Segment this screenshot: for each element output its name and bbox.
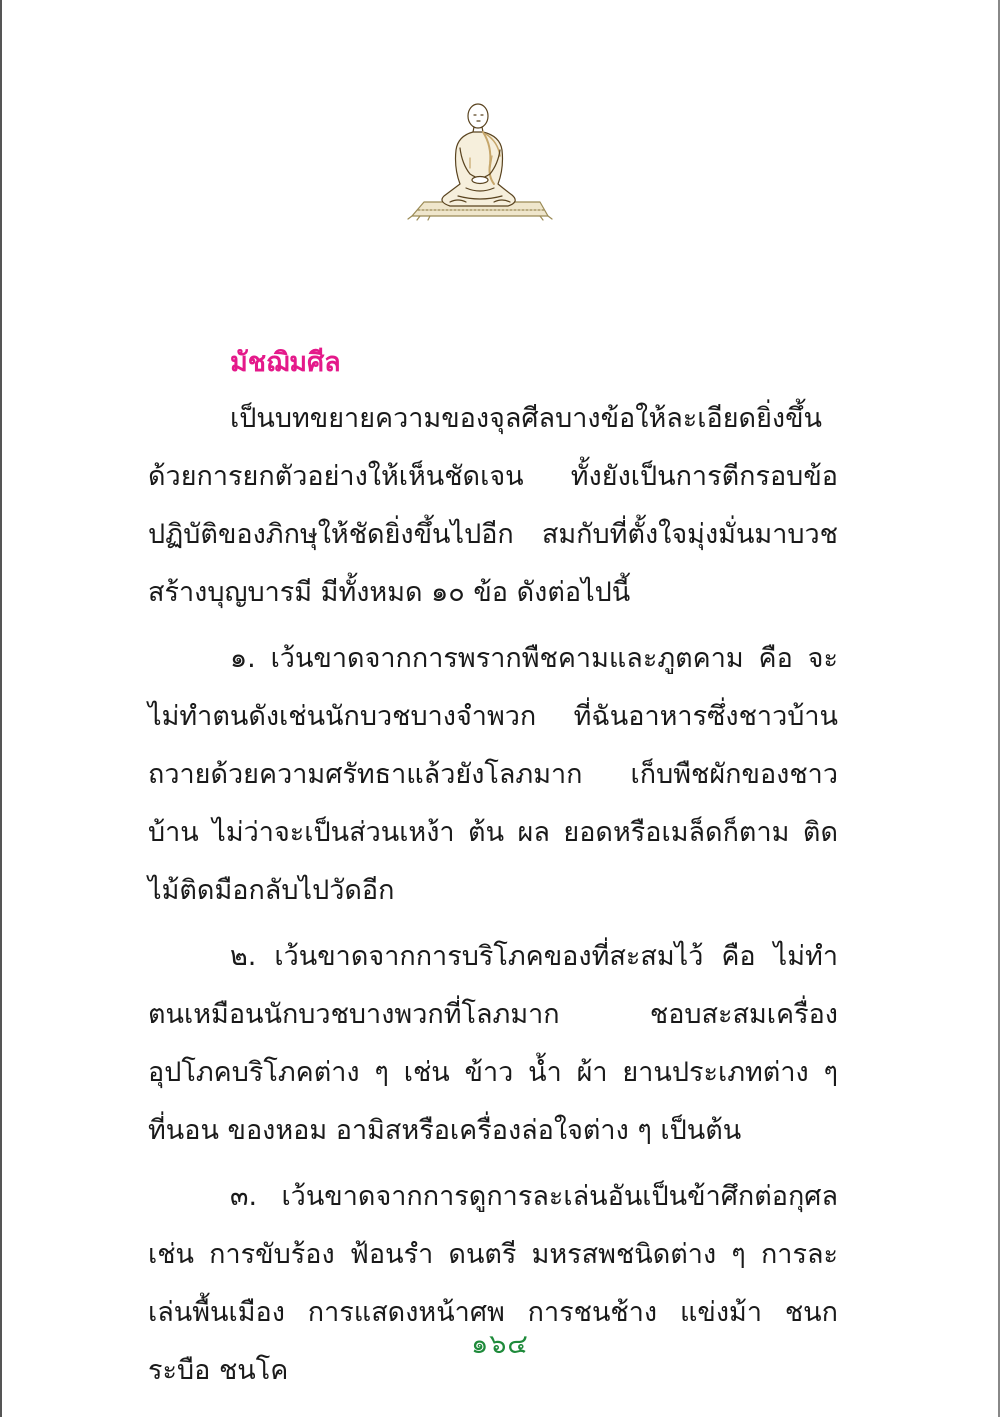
rule-2-paragraph: ๒. เว้นขาดจากการบริโภคของที่สะสมไว้ คือ ไม่ทำตนเหมือนนักบวชบางพวกที่โลภมาก ชอบสะสมเครื่องอุปโภคบริโภคต่าง ๆ เช่น ข้าว น้ำ ผ้า ยานประเภทต่าง ๆ ที่นอน ของหอม อามิสหรือเครื่องล่อใจต่าง ๆ เป็นต้น bbox=[148, 941, 838, 1146]
section-heading: มัชฌิมศีล bbox=[230, 347, 341, 378]
rule-1-paragraph: ๑. เว้นขาดจากการพรากพืชคามและภูตคาม คือ จะไม่ทำตนดังเช่นนักบวชบางจำพวก ที่ฉันอาหารซึ่งชาวบ้านถวายด้วยความศรัทธาแล้วยังโลภมาก เก็บพืชผักของชาวบ้าน ไม่ว่าจะเป็นส่วนเหง้า ต้น ผล ยอดหรือเมล็ดก็ตาม ติดไม้ติดมือกลับไปวัดอีก bbox=[148, 643, 838, 906]
intro-paragraph: เป็นบทขยายความของจุลศีลบางข้อให้ละเอียดยิ่งขึ้น ด้วยการยกตัวอย่างให้เห็นชัดเจน ทั้งยังเป็นการตีกรอบข้อปฏิบัติของภิกษุให้ชัดยิ่งขึ้นไปอีก สมกับที่ตั้งใจมุ่งมั่นมาบวชสร้างบุญบารมี มีทั้งหมด ๑๐ ข้อ ดังต่อไปนี้ bbox=[148, 403, 838, 608]
page-content bbox=[148, 340, 838, 1408]
rule-3-paragraph: ๓. เว้นขาดจากการดูการละเล่นอันเป็นข้าศึกต่อกุศล เช่น การขับร้อง ฟ้อนรำ ดนตรี มหรสพชนิดต่าง ๆ การละเล่นพื้นเมือง การแสดงหน้าศพ การชนช้าง แข่งม้า ชนกระบือ ชนโค bbox=[148, 1181, 838, 1386]
page-edge-left bbox=[0, 0, 2, 1417]
page-number: ๑๖๔ bbox=[471, 1329, 529, 1360]
seated-monk-illustration bbox=[400, 98, 560, 230]
